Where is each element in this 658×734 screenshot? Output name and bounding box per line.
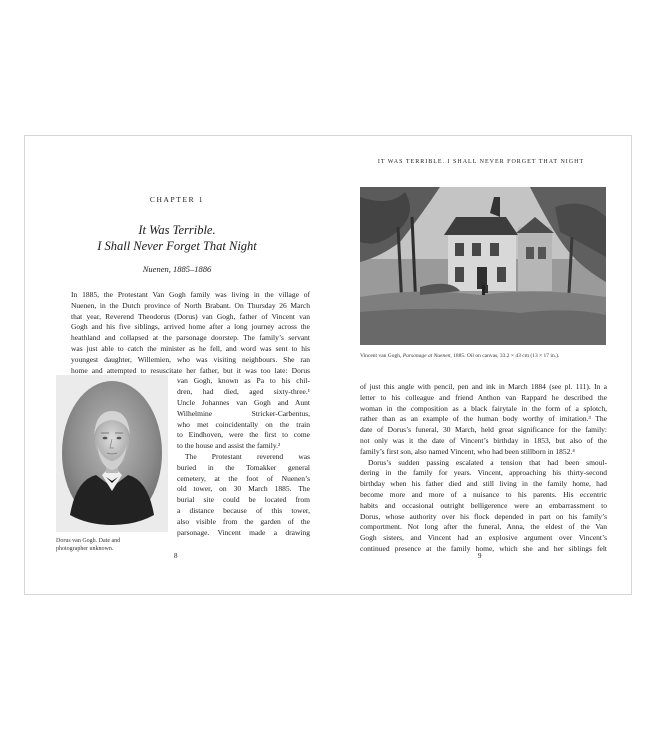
text-line: In 1885, the Protestant Van Gogh family was living in the village of [71, 290, 310, 299]
text-line: continued presence at the family home, which she and her siblings felt [360, 543, 607, 553]
text-line: rather than as an example of the human body worthy of imitation.³ The [360, 414, 607, 424]
right-page [329, 136, 633, 594]
text-line: van Gogh, known as Pa to his chil- [177, 376, 310, 386]
text-line: burial site could be located from [177, 495, 310, 505]
caption-line: Dorus van Gogh. Date and [56, 538, 121, 544]
text-line: Nuenen, in the Dutch province of North Brabant. On Thursday 26 March [71, 300, 310, 310]
portrait-image [56, 375, 168, 532]
caption-line: photographer unknown. [56, 546, 114, 552]
page-number: 8 [174, 552, 178, 560]
caption-suffix: , 1885. Oil on canvas, 33.2 × 43 cm (13 × 17 in.). [450, 353, 560, 359]
text-line: youngest daughter, Willemien, who was visiting neighbours. She ran [71, 354, 310, 364]
body-text-narrow [177, 376, 310, 538]
text-line: also visible from the garden of the [177, 516, 310, 526]
text-line: Dorus’s sudden passing escalated a tension that had been smoul- [368, 457, 607, 467]
painting-image [360, 187, 606, 345]
text-line: a distance because of this tower, [177, 505, 310, 515]
text-line: dren, had died, aged sixty-three.¹ [177, 387, 310, 397]
page-number: 9 [478, 552, 482, 560]
text-line: not only was it the date of Vincent’s birthday in 1853, but also of the [360, 435, 607, 445]
painting-caption [360, 353, 610, 359]
chapter-subtitle: Nuenen, 1885–1886 [142, 264, 212, 274]
text-line: dering in the family for years. Vincent, approaching his thirty-second [360, 468, 607, 478]
text-line: family’s first son, also named Vincent, who had been stillborn in 1852.⁴ [360, 446, 575, 456]
text-line: letter to his colleague and friend Anthon van Rappard he described the [360, 392, 607, 402]
portrait-photograph [56, 375, 168, 532]
text-line: Dorus, whose authority over his flock depended in part on his family’s [360, 511, 607, 521]
caption-prefix: Vincent van Gogh, [360, 353, 403, 359]
text-line: of just this angle with pencil, pen and ink in March 1884 (see pl. 111). In a [360, 382, 607, 391]
text-line: Gogh and his five siblings, arrived home after a long journey across the [71, 322, 310, 332]
text-line: home and attempted to resuscitate her father, but it was too late: Dorus [71, 365, 310, 375]
body-text-full [71, 290, 310, 376]
text-line: Uncle Johannes van Gogh and Aunt [177, 397, 310, 407]
text-line: old tower, on 30 March 1885. The [177, 484, 310, 494]
text-line: birthday when his father died and still living in the family home, had [360, 479, 607, 489]
text-line: The Protestant reverend was [185, 451, 310, 461]
text-line: date of Dorus’s funeral, 30 March, held great significance for the family: [360, 425, 607, 435]
chapter-title [25, 222, 329, 254]
text-line: was just able to catch the minister as he fell, and word was sent to his [71, 343, 310, 353]
text-line: to the house and assist the family.² [177, 441, 281, 451]
text-line: that year, Reverend Theodorus (Dorus) van Gogh, father of Vincent van [71, 311, 310, 321]
running-head: IT WAS TERRIBLE. I SHALL NEVER FORGET THAT NIGHT [377, 159, 585, 165]
left-page [25, 136, 329, 594]
portrait-caption [56, 537, 120, 553]
text-line: parsonage. Vincent made a drawing [177, 527, 310, 537]
body-text [360, 382, 607, 555]
caption-title: Parsonage at Nuenen [402, 353, 451, 359]
text-line: cemetery, at the foot of Nuenen’s [177, 473, 310, 483]
text-line: habits and occasional outright belligerence were an embarrassment to [360, 500, 607, 510]
chapter-label: CHAPTER 1 [149, 195, 205, 204]
text-line: woman in the composition as a black fairytale in the form of a splotch, [360, 403, 607, 413]
text-line: heathland and collapsed at the parsonage doorstep. The family’s servant [71, 333, 310, 343]
chapter-title-line-1: It Was Terrible. [138, 223, 216, 237]
book-spread [24, 135, 632, 595]
text-line: who met coincidentally on the train [177, 419, 310, 429]
text-line: to Eindhoven, were the first to come [177, 430, 310, 440]
text-line: Wilhelmine Stricker-Carbentus, [177, 408, 310, 418]
text-line: comportment. Not long after the funeral, Anna, the eldest of the Van [360, 522, 607, 532]
text-line: buried in the Tomakker general [177, 462, 310, 472]
text-line: become more and more of a nuisance to his parents. His eccentric [360, 489, 607, 499]
chapter-title-line-2: I Shall Never Forget That Night [97, 239, 257, 253]
text-line: Gogh sisters, and Vincent had an explosive argument over Vincent’s [360, 533, 607, 543]
